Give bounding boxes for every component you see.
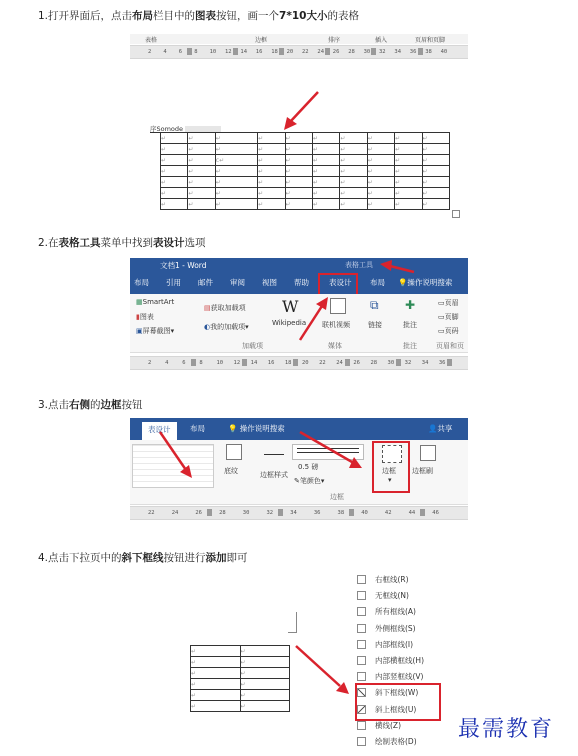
ruler-tick: 14: [240, 49, 248, 55]
table-cell[interactable]: ↵: [395, 177, 422, 188]
table-cell[interactable]: ↵: [395, 144, 422, 155]
table-cell[interactable]: ↵: [191, 646, 241, 657]
border-option-item[interactable]: 右框线(R): [375, 575, 409, 584]
ruler-tick: 8: [199, 360, 203, 366]
border-option-item[interactable]: 内部框线(I): [375, 639, 414, 649]
table-cell[interactable]: ↵: [367, 144, 394, 155]
table-cell[interactable]: ↵: [240, 646, 290, 657]
ruler-tick: 36: [313, 510, 321, 516]
page-number-icon: ▭: [438, 327, 445, 335]
table-cell[interactable]: ↵: [367, 166, 394, 177]
ruler-tick: 14: [250, 360, 258, 366]
ruler-tick: 44: [408, 510, 416, 516]
table-cell[interactable]: ↵: [395, 155, 422, 166]
table-cell[interactable]: ↵: [367, 155, 394, 166]
table-cell[interactable]: ↵: [285, 133, 312, 144]
table-cell[interactable]: ↵: [367, 177, 394, 188]
table-cell[interactable]: ↵: [312, 166, 339, 177]
tab-mailings[interactable]: 邮件: [198, 278, 213, 287]
ruler-tick: 30: [363, 49, 371, 55]
step-3-text: 3.点击右侧的边框按钮: [38, 399, 143, 411]
table-cell[interactable]: ↵: [285, 144, 312, 155]
table-cell[interactable]: ↵: [312, 188, 339, 199]
ruler-tick: 10: [209, 49, 217, 55]
ruler-tick: 40: [440, 49, 448, 55]
table-cell[interactable]: ↵: [367, 188, 394, 199]
table-cell[interactable]: ↵: [285, 177, 312, 188]
header-icon: ▭: [438, 299, 445, 307]
pen-weight-dropdown[interactable]: 0.5 磅: [298, 463, 319, 471]
table-cell[interactable]: ↵: [285, 155, 312, 166]
chart-icon: ▮: [136, 313, 140, 321]
window-title: 文档1 - Word: [160, 261, 207, 270]
table-cell[interactable]: ↵: [191, 657, 241, 668]
borders-dropdown-chevron[interactable]: ▾: [388, 476, 392, 484]
table-cell[interactable]: ↵: [240, 668, 290, 679]
comment-label[interactable]: 批注: [403, 321, 417, 329]
chart-button[interactable]: ▮图表: [136, 313, 154, 321]
table-cell[interactable]: ↵: [240, 657, 290, 668]
tab-view[interactable]: 视图: [262, 278, 277, 287]
table-cell[interactable]: ↵: [285, 166, 312, 177]
table-cell[interactable]: ↵: [161, 144, 188, 155]
table-cell[interactable]: ↵: [367, 133, 394, 144]
step-4-text: 4.点击下拉页中的斜下框线按钮进行添加即可: [38, 552, 248, 564]
table-cell[interactable]: ↵: [395, 199, 422, 210]
table-cell[interactable]: ↵: [312, 155, 339, 166]
table-cell[interactable]: ↵: [191, 701, 241, 712]
watermark-logo: 最需教育: [458, 717, 555, 742]
get-addins-button[interactable]: ▤获取加载项: [204, 304, 246, 312]
chevron-down-icon: ▾: [245, 323, 249, 331]
ruler-tick: 28: [370, 360, 378, 366]
ruler-tick: 34: [290, 510, 297, 516]
header-sort: 排序: [328, 37, 341, 44]
pen-color-button[interactable]: ✎笔颜色▾: [294, 477, 325, 485]
pen-icon: ✎: [294, 477, 300, 485]
table-cell[interactable]: ↵: [340, 199, 367, 210]
group-header-footer-label: 页眉和页: [436, 342, 464, 350]
chevron-down-icon: ▾: [170, 327, 175, 335]
border-option-item[interactable]: 斜上框线(U): [375, 704, 417, 714]
ruler-tick: 24: [336, 360, 343, 366]
border-option-item[interactable]: 外侧框线(S): [375, 623, 416, 633]
group-media-label: 媒体: [328, 342, 342, 350]
table-cell[interactable]: ↵: [188, 166, 215, 177]
border-option-item[interactable]: 所有框线(A): [375, 607, 416, 617]
ruler-tick: 20: [286, 49, 294, 55]
table-cell[interactable]: ↵: [240, 701, 290, 712]
ruler-tick: 32: [266, 510, 274, 516]
store-icon: ▤: [204, 304, 211, 312]
header-button[interactable]: ▭页眉: [438, 299, 459, 307]
ruler-tick: 18: [271, 49, 278, 55]
ruler-tick: 12: [233, 360, 241, 366]
ruler-tick: 36: [438, 360, 446, 366]
table-cell[interactable]: ↵: [258, 177, 285, 188]
ruler-tick: 4: [165, 360, 169, 366]
ruler-tick: 2: [148, 360, 152, 366]
ruler-tick: 16: [267, 360, 275, 366]
table-cell[interactable]: ↵: [188, 133, 215, 144]
table-cell[interactable]: ↵: [215, 144, 257, 155]
screenshot-icon: ▣: [136, 327, 143, 335]
table-cell[interactable]: ↵: [422, 177, 450, 188]
table-cell[interactable]: ↵: [215, 199, 257, 210]
table-cell[interactable]: ↵: [422, 133, 450, 144]
page-number-button[interactable]: ▭页码: [438, 327, 459, 335]
header-borders: 边框: [255, 37, 268, 44]
table-cell[interactable]: ↵: [422, 144, 450, 155]
tab-table-design[interactable]: 表设计: [329, 278, 352, 287]
border-style-label[interactable]: 边框样式: [260, 471, 288, 479]
table-cell[interactable]: ↵: [161, 188, 188, 199]
ruler-tick: 4: [163, 49, 167, 55]
border-option-item[interactable]: 无框线(N): [375, 591, 409, 601]
ruler-tick: 22: [302, 49, 309, 55]
table-cell[interactable]: ↵: [422, 155, 450, 166]
link-label[interactable]: 链接: [368, 321, 382, 329]
table-cell[interactable]: ↵: [395, 166, 422, 177]
table-cell[interactable]: ↵: [161, 177, 188, 188]
tab-table-layout[interactable]: 布局: [370, 278, 385, 287]
lightbulb-icon: 💡: [228, 424, 238, 433]
ruler-tick: 36: [409, 49, 417, 55]
table-tools-label: 表格工具: [345, 261, 373, 269]
table-cell[interactable]: ↵: [215, 177, 257, 188]
chevron-down-icon: ▾: [320, 477, 325, 485]
my-addins-button[interactable]: ◐我的加载项▾: [204, 323, 249, 331]
ruler-tick: 6: [178, 49, 183, 55]
table-cell[interactable]: ↵: [340, 144, 367, 155]
table-cell[interactable]: ↵: [422, 188, 450, 199]
addins-icon: ◐: [204, 323, 211, 331]
tab-references[interactable]: 引用: [166, 278, 181, 287]
table-cell[interactable]: ↵: [215, 188, 257, 199]
ruler-tick: 26: [353, 360, 360, 366]
group-addins-label: 加载项: [242, 342, 263, 350]
table-cell[interactable]: ↵: [215, 166, 257, 177]
ruler-tick: 10: [216, 360, 224, 366]
table-cell[interactable]: ↵: [312, 199, 339, 210]
table-cell[interactable]: ↵: [258, 144, 285, 155]
table-cell[interactable]: ↵: [285, 199, 312, 210]
ruler-tick: 32: [404, 360, 412, 366]
table-cell[interactable]: ↵: [340, 166, 367, 177]
table-cell[interactable]: ↵: [312, 133, 339, 144]
header-table: 表格: [145, 37, 158, 44]
smartart-button[interactable]: ▦SmartArt: [136, 298, 175, 306]
table-cell[interactable]: ↵: [188, 155, 215, 166]
table-cell[interactable]: ↵: [188, 188, 215, 199]
table-cell[interactable]: ↵: [312, 144, 339, 155]
wikipedia-icon[interactable]: W: [282, 297, 299, 316]
table-cell[interactable]: ↵: [258, 188, 285, 199]
tab-review[interactable]: 审阅: [230, 278, 245, 287]
table-cell[interactable]: ↵: [240, 690, 290, 701]
footer-icon: ▭: [438, 313, 445, 321]
table-cell[interactable]: ↵: [340, 177, 367, 188]
table-cell[interactable]: ↵: [340, 155, 367, 166]
step-1-text: 1.打开界面后，点击布局栏目中的图表按钮，画一个7*10大小的表格: [38, 10, 359, 22]
table-cell[interactable]: ↵: [422, 166, 450, 177]
border-painter-label[interactable]: 边框刷: [412, 467, 433, 475]
table-cell[interactable]: c↵: [215, 155, 257, 166]
table-cell[interactable]: ↵: [215, 133, 257, 144]
table-cell[interactable]: ↵: [258, 199, 285, 210]
ruler-tick: 30: [387, 360, 395, 366]
border-option-item[interactable]: 斜下框线(W): [375, 688, 419, 698]
border-option-item[interactable]: 内部竖框线(V): [375, 672, 424, 682]
lightbulb-icon: 💡: [398, 278, 408, 287]
table-cell[interactable]: ↵: [191, 668, 241, 679]
table-cell[interactable]: ↵: [188, 199, 215, 210]
table-cell[interactable]: ↵: [191, 679, 241, 690]
table-cell[interactable]: ↵: [340, 188, 367, 199]
smartart-icon: ▦: [136, 298, 143, 306]
table-cell[interactable]: ↵: [422, 199, 450, 210]
step-2-text: 2.在表格工具菜单中找到表设计选项: [38, 237, 206, 249]
table-cell[interactable]: ↵: [340, 133, 367, 144]
ruler-tick: 28: [219, 510, 226, 516]
ruler-tick: 8: [194, 49, 198, 55]
ruler-tick: 22: [319, 360, 326, 366]
ruler-tick: 32: [379, 49, 386, 55]
ruler-tick: 12: [225, 49, 232, 55]
online-video-label[interactable]: 联机视频: [322, 321, 350, 329]
shading-label[interactable]: 底纹: [224, 467, 238, 475]
border-option-item[interactable]: 横线(Z): [375, 720, 401, 730]
header-insert: 插入: [375, 37, 388, 44]
table-cell[interactable]: ↵: [188, 144, 215, 155]
ruler-tick: 38: [337, 510, 345, 516]
ruler-tick: 26: [195, 510, 202, 516]
table-cell[interactable]: ↵: [395, 133, 422, 144]
person-icon: 👤: [428, 424, 438, 433]
table-cell[interactable]: ↵: [258, 166, 285, 177]
table-cell[interactable]: ↵: [161, 166, 188, 177]
footer-button[interactable]: ▭页脚: [438, 313, 459, 321]
table-cell[interactable]: ↵: [367, 199, 394, 210]
table-cell[interactable]: ↵: [161, 155, 188, 166]
tab-layout-3[interactable]: 布局: [190, 424, 205, 433]
table-cell[interactable]: ↵: [161, 199, 188, 210]
table-cell[interactable]: ↵: [285, 188, 312, 199]
ruler-tick: 30: [242, 510, 250, 516]
ruler-tick: 28: [348, 49, 355, 55]
link-icon[interactable]: ⧉: [370, 298, 379, 312]
header-header-footer: 页眉和页脚: [415, 37, 446, 44]
table-cell[interactable]: ↵: [395, 188, 422, 199]
ruler-tick: 24: [171, 510, 179, 516]
tab-tell-me-3[interactable]: 💡 操作说明搜索: [228, 424, 285, 433]
border-option-item[interactable]: 内部横框线(H): [375, 656, 424, 665]
tab-layout[interactable]: 布局: [134, 278, 149, 287]
ruler-tick: 22: [148, 510, 155, 516]
table-cell[interactable]: ↵: [191, 690, 241, 701]
table-prefix: 序Somode: [150, 124, 221, 133]
table-cell[interactable]: ↵: [258, 155, 285, 166]
ruler-tick: 40: [361, 510, 368, 516]
screenshot-button[interactable]: ▣屏幕截图▾: [136, 327, 175, 335]
ruler-tick: 34: [421, 360, 429, 366]
share-button[interactable]: 👤共享: [428, 424, 453, 433]
ruler-tick: 18: [284, 360, 292, 366]
ruler-tick: 20: [302, 360, 309, 366]
table-cell[interactable]: ↵: [312, 177, 339, 188]
ruler-tick: 24: [317, 49, 325, 55]
ruler-tick: 46: [432, 510, 439, 516]
ruler-tick: 2: [148, 49, 152, 55]
table-cell[interactable]: ↵: [188, 177, 215, 188]
tab-tell-me[interactable]: 💡操作说明搜索: [398, 278, 453, 287]
wikipedia-label: Wikipedia: [272, 319, 307, 327]
table-cell[interactable]: ↵: [161, 133, 188, 144]
table-cell[interactable]: ↵: [258, 133, 285, 144]
ruler-tick: 6: [182, 360, 186, 366]
tab-help[interactable]: 帮助: [294, 278, 309, 287]
border-option-item[interactable]: 绘制表格(D): [375, 737, 417, 746]
ruler-tick: 34: [394, 49, 402, 55]
group-comments-label: 批注: [403, 342, 417, 350]
ruler-tick: 42: [384, 510, 392, 516]
tab-table-design-active[interactable]: 表设计: [142, 422, 177, 440]
borders-label[interactable]: 边框: [382, 467, 396, 475]
ruler-tick: 16: [255, 49, 263, 55]
ruler-tick: 38: [425, 49, 432, 55]
group-borders-label: 边框: [330, 493, 344, 501]
ruler-tick: 26: [332, 49, 340, 55]
comment-icon[interactable]: ✚: [405, 298, 416, 312]
table-cell[interactable]: ↵: [240, 679, 290, 690]
